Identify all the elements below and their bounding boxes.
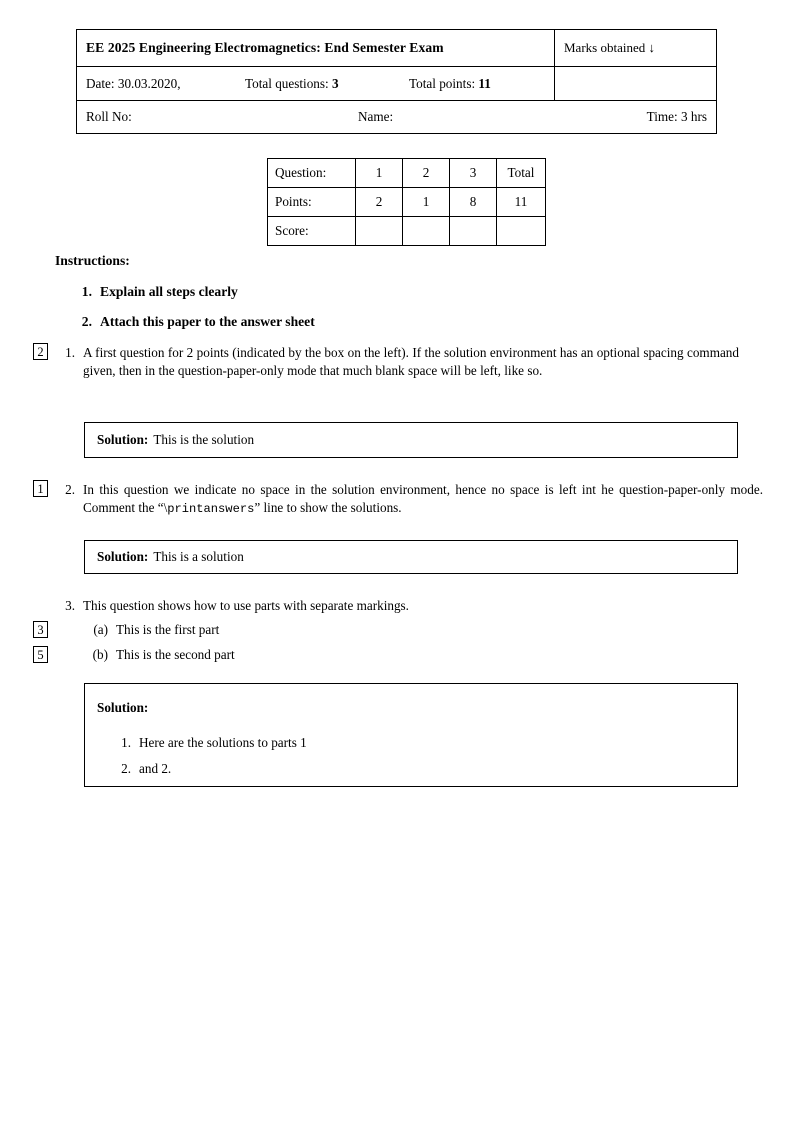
score-cell: 8	[450, 188, 497, 217]
exam-info-cell	[77, 67, 555, 101]
exam-title-cell	[77, 30, 555, 67]
instruction-number: 2.	[81, 314, 92, 329]
question-3-part-a-mark-box: 3	[33, 621, 48, 638]
solution-1-heading: Solution:	[97, 432, 149, 448]
score-cell-total: 11	[497, 188, 546, 217]
total-questions	[245, 76, 339, 92]
solution-box-1	[84, 422, 738, 458]
instruction-text: Attach this paper to the answer sheet	[100, 314, 315, 329]
solution-3-item-number: 2.	[121, 761, 131, 776]
solution-2-text: This is a solution	[153, 549, 244, 565]
marks-obtained-cell	[555, 30, 717, 67]
question-1-number: 1.	[65, 345, 75, 360]
exam-info-line	[86, 67, 554, 100]
name-label: Name:	[358, 109, 394, 124]
part-a-label: (a)	[93, 622, 108, 637]
score-cell: 3	[450, 159, 497, 188]
score-cell: 1	[403, 188, 450, 217]
solution-1-content	[97, 431, 254, 449]
total-points-label: Total points:	[409, 75, 476, 91]
exam-title: EE 2025 Engineering Electromagnetics: End Semester Exam	[86, 40, 444, 55]
exam-date: Date: 30.03.2020,	[86, 75, 181, 91]
instruction-number: 1.	[81, 284, 92, 299]
score-cell-blank-total[interactable]	[497, 217, 546, 246]
header-row-student	[77, 101, 717, 134]
solution-3-item-number: 1.	[121, 735, 131, 750]
total-questions-value: 3	[332, 75, 339, 91]
score-cell-blank[interactable]	[356, 217, 403, 246]
student-info-cell	[77, 101, 717, 134]
solution-2-content	[97, 548, 244, 566]
marks-obtained-blank-cell[interactable]	[555, 67, 717, 101]
part-b-label: (b)	[92, 647, 108, 662]
score-cell-blank[interactable]	[403, 217, 450, 246]
question-2-number: 2.	[65, 482, 75, 497]
exam-header-table	[76, 29, 717, 134]
score-table-row-points	[268, 188, 546, 217]
time-label: Time: 3 hrs	[646, 109, 707, 124]
question-3-number: 3.	[65, 598, 75, 613]
score-row-label: Points:	[268, 188, 356, 217]
instruction-text: Explain all steps clearly	[100, 284, 238, 299]
score-table	[267, 158, 546, 246]
solution-3-heading: Solution:	[97, 700, 149, 715]
score-cell: 2	[403, 159, 450, 188]
question-2-mark-box: 1	[33, 480, 48, 497]
score-cell: 1	[356, 159, 403, 188]
solution-2-heading: Solution:	[97, 549, 149, 565]
student-info-line	[86, 101, 707, 133]
header-row-info	[77, 67, 717, 101]
solution-box-2	[84, 540, 738, 574]
roll-no-label: Roll No:	[86, 109, 132, 124]
question-2-text-before: In this question we indicate no space in the solution environment, hence no space is left int he question-paper-only mode. Comment the “\	[83, 482, 763, 515]
printanswers-command: printanswers	[167, 501, 255, 516]
header-row-title	[77, 30, 717, 67]
total-points	[409, 76, 491, 92]
solution-3-item-text: Here are the solutions to parts 1	[139, 735, 307, 750]
marks-obtained-label: Marks obtained ↓	[564, 40, 655, 55]
question-1-text: A first question for 2 points (indicated by the box on the left). If the solution environment has an optional spacing command given, then in the question-paper-only mode that much blank space will be left, like so.	[83, 345, 739, 378]
score-cell: 2	[356, 188, 403, 217]
question-2-text	[83, 481, 763, 518]
solution-1-text: This is the solution	[153, 432, 255, 448]
score-cell-blank[interactable]	[450, 217, 497, 246]
total-questions-label: Total questions:	[245, 75, 329, 91]
total-points-value: 11	[478, 75, 491, 91]
question-2-text-after: ” line to show the solutions.	[254, 499, 402, 515]
part-b-text: This is the second part	[116, 647, 235, 662]
solution-box-3	[84, 683, 738, 787]
instructions-heading: Instructions:	[55, 253, 130, 268]
score-table-row-score	[268, 217, 546, 246]
score-row-label: Score:	[268, 217, 356, 246]
score-row-label: Question:	[268, 159, 356, 188]
question-1-mark-box: 2	[33, 343, 48, 360]
question-3-text: This question shows how to use parts with separate markings.	[83, 598, 409, 613]
question-3-part-b-mark-box: 5	[33, 646, 48, 663]
score-cell-total: Total	[497, 159, 546, 188]
score-table-row-question	[268, 159, 546, 188]
part-a-text: This is the first part	[116, 622, 220, 637]
solution-3-item-text: and 2.	[139, 761, 172, 776]
